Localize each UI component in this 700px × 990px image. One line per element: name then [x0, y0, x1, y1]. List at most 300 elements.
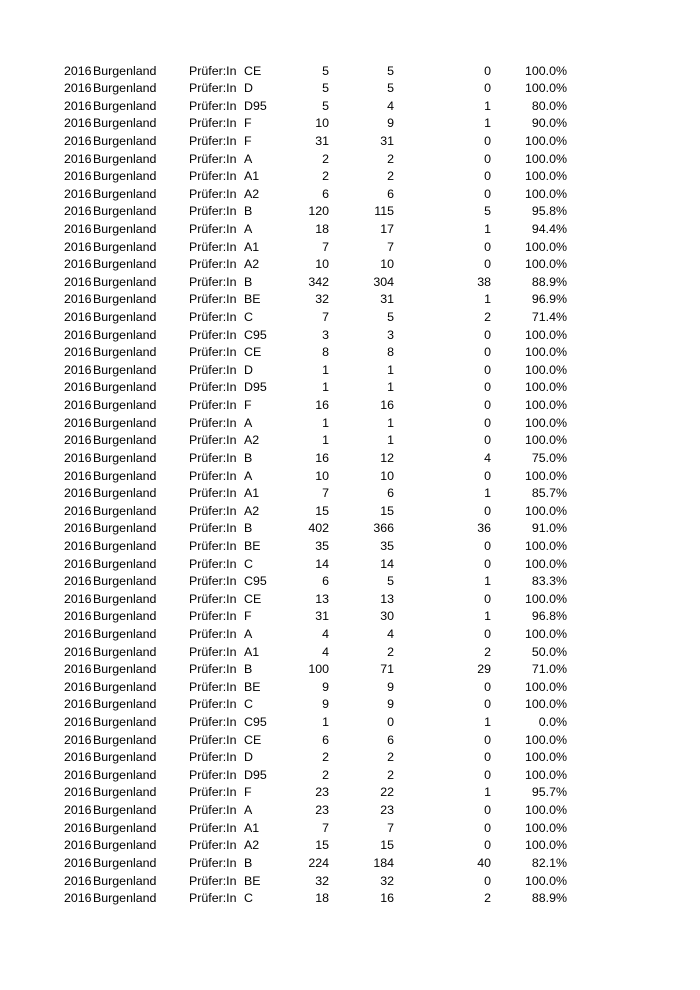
state-cell: Burgenland — [93, 310, 157, 325]
role-cell: Prüfer:In — [189, 433, 237, 448]
passed-count-cell: 7 — [387, 820, 394, 835]
failed-count-cell: 1 — [484, 486, 491, 501]
license-class-cell: A — [244, 221, 253, 236]
year-cell: 2016 — [64, 81, 92, 96]
total-count-cell: 224 — [308, 855, 329, 870]
role-cell: Prüfer:In — [189, 186, 237, 201]
table-row — [0, 749, 700, 767]
state-cell: Burgenland — [93, 204, 157, 219]
pass-rate-cell: 82.1% — [531, 855, 567, 870]
license-class-cell: A2 — [244, 257, 260, 272]
license-class-cell: B — [244, 855, 253, 870]
passed-count-cell: 10 — [380, 468, 394, 483]
state-cell: Burgenland — [93, 133, 157, 148]
total-count-cell: 7 — [322, 820, 329, 835]
total-count-cell: 2 — [322, 767, 329, 782]
total-count-cell: 120 — [308, 204, 329, 219]
failed-count-cell: 0 — [484, 133, 491, 148]
license-class-cell: A — [244, 627, 253, 641]
year-cell: 2016 — [64, 556, 92, 571]
total-count-cell: 1 — [322, 362, 329, 377]
total-count-cell: 6 — [322, 574, 329, 589]
passed-count-cell: 4 — [387, 627, 394, 641]
pass-rate-cell: 100.0% — [524, 732, 567, 747]
pass-rate-cell: 100.0% — [524, 186, 567, 201]
license-class-cell: A1 — [244, 169, 260, 184]
total-count-cell: 1 — [322, 380, 329, 395]
state-cell: Burgenland — [93, 63, 157, 78]
table-row — [0, 732, 700, 750]
pass-rate-cell: 90.0% — [531, 116, 567, 131]
table-row — [0, 837, 700, 855]
year-cell: 2016 — [64, 274, 92, 289]
failed-count-cell: 0 — [484, 732, 491, 747]
failed-count-cell: 1 — [484, 609, 491, 624]
failed-count-cell: 0 — [484, 257, 491, 272]
pass-rate-cell: 100.0% — [524, 169, 567, 184]
passed-count-cell: 7 — [387, 239, 394, 254]
role-cell: Prüfer:In — [189, 345, 237, 360]
passed-count-cell: 6 — [387, 186, 394, 201]
total-count-cell: 7 — [322, 310, 329, 325]
year-cell: 2016 — [64, 169, 92, 184]
year-cell: 2016 — [64, 450, 92, 465]
total-count-cell: 1 — [322, 415, 329, 430]
passed-count-cell: 12 — [380, 450, 394, 465]
passed-count-cell: 10 — [380, 257, 394, 272]
role-cell: Prüfer:In — [189, 98, 237, 113]
state-cell: Burgenland — [93, 891, 157, 906]
table-row — [0, 591, 700, 609]
role-cell: Prüfer:In — [189, 169, 237, 184]
license-class-cell: A — [244, 415, 253, 430]
total-count-cell: 2 — [322, 169, 329, 184]
year-cell: 2016 — [64, 327, 92, 342]
table-row — [0, 468, 700, 486]
pass-rate-cell: 100.0% — [524, 820, 567, 835]
table-row — [0, 415, 700, 433]
passed-count-cell: 14 — [380, 556, 394, 571]
pass-rate-cell: 71.0% — [531, 662, 567, 677]
passed-count-cell: 304 — [373, 274, 394, 289]
state-cell: Burgenland — [93, 450, 157, 465]
passed-count-cell: 9 — [387, 116, 394, 131]
state-cell: Burgenland — [93, 486, 157, 501]
total-count-cell: 32 — [315, 292, 329, 307]
total-count-cell: 13 — [315, 591, 329, 606]
total-count-cell: 23 — [315, 785, 329, 800]
passed-count-cell: 2 — [387, 767, 394, 782]
license-class-cell: F — [244, 398, 252, 413]
role-cell: Prüfer:In — [189, 609, 237, 624]
pass-rate-cell: 100.0% — [524, 133, 567, 148]
role-cell: Prüfer:In — [189, 327, 237, 342]
passed-count-cell: 366 — [373, 521, 394, 536]
state-cell: Burgenland — [93, 415, 157, 430]
failed-count-cell: 0 — [484, 186, 491, 201]
state-cell: Burgenland — [93, 169, 157, 184]
role-cell: Prüfer:In — [189, 450, 237, 465]
pass-rate-cell: 100.0% — [524, 81, 567, 96]
role-cell: Prüfer:In — [189, 820, 237, 835]
passed-count-cell: 3 — [387, 327, 394, 342]
total-count-cell: 5 — [322, 98, 329, 113]
state-cell: Burgenland — [93, 292, 157, 307]
license-class-cell: D — [244, 750, 253, 765]
pass-rate-cell: 100.0% — [524, 345, 567, 360]
role-cell: Prüfer:In — [189, 838, 237, 853]
year-cell: 2016 — [64, 98, 92, 113]
license-class-cell: BE — [244, 292, 261, 307]
year-cell: 2016 — [64, 257, 92, 272]
license-class-cell: F — [244, 785, 252, 800]
year-cell: 2016 — [64, 362, 92, 377]
state-cell: Burgenland — [93, 380, 157, 395]
table-row — [0, 186, 700, 204]
role-cell: Prüfer:In — [189, 415, 237, 430]
role-cell: Prüfer:In — [189, 274, 237, 289]
role-cell: Prüfer:In — [189, 116, 237, 131]
failed-count-cell: 5 — [484, 204, 491, 219]
pass-rate-cell: 100.0% — [524, 380, 567, 395]
table-row — [0, 520, 700, 538]
license-class-cell: BE — [244, 679, 261, 694]
state-cell: Burgenland — [93, 116, 157, 131]
failed-count-cell: 0 — [484, 239, 491, 254]
table-row — [0, 696, 700, 714]
total-count-cell: 1 — [322, 715, 329, 730]
role-cell: Prüfer:In — [189, 732, 237, 747]
role-cell: Prüfer:In — [189, 644, 237, 659]
table-row — [0, 327, 700, 345]
state-cell: Burgenland — [93, 574, 157, 589]
total-count-cell: 15 — [315, 838, 329, 853]
license-class-cell: A2 — [244, 838, 260, 853]
pass-rate-cell: 100.0% — [524, 362, 567, 377]
role-cell: Prüfer:In — [189, 679, 237, 694]
passed-count-cell: 23 — [380, 803, 394, 818]
license-class-cell: A — [244, 468, 253, 483]
role-cell: Prüfer:In — [189, 591, 237, 606]
license-class-cell: F — [244, 609, 252, 624]
table-row — [0, 503, 700, 521]
failed-count-cell: 1 — [484, 221, 491, 236]
table-row — [0, 291, 700, 309]
license-class-cell: A2 — [244, 433, 260, 448]
license-class-cell: D — [244, 362, 253, 377]
year-cell: 2016 — [64, 697, 92, 712]
year-cell: 2016 — [64, 133, 92, 148]
pass-rate-cell: 100.0% — [524, 257, 567, 272]
role-cell: Prüfer:In — [189, 133, 237, 148]
passed-count-cell: 2 — [387, 151, 394, 166]
pass-rate-cell: 100.0% — [524, 63, 567, 78]
role-cell: Prüfer:In — [189, 221, 237, 236]
passed-count-cell: 1 — [387, 380, 394, 395]
failed-count-cell: 0 — [484, 503, 491, 518]
table-row — [0, 151, 700, 169]
state-cell: Burgenland — [93, 398, 157, 413]
total-count-cell: 16 — [315, 398, 329, 413]
table-row — [0, 203, 700, 221]
license-class-cell: A1 — [244, 820, 260, 835]
table-row — [0, 309, 700, 327]
state-cell: Burgenland — [93, 221, 157, 236]
total-count-cell: 35 — [315, 538, 329, 553]
role-cell: Prüfer:In — [189, 697, 237, 712]
pass-rate-cell: 0.0% — [538, 715, 567, 730]
failed-count-cell: 0 — [484, 81, 491, 96]
total-count-cell: 4 — [322, 644, 329, 659]
role-cell: Prüfer:In — [189, 556, 237, 571]
table-row — [0, 274, 700, 292]
state-cell: Burgenland — [93, 855, 157, 870]
pass-rate-cell: 100.0% — [524, 151, 567, 166]
total-count-cell: 18 — [315, 891, 329, 906]
state-cell: Burgenland — [93, 538, 157, 553]
role-cell: Prüfer:In — [189, 398, 237, 413]
state-cell: Burgenland — [93, 732, 157, 747]
passed-count-cell: 6 — [387, 732, 394, 747]
state-cell: Burgenland — [93, 697, 157, 712]
role-cell: Prüfer:In — [189, 803, 237, 818]
total-count-cell: 100 — [308, 662, 329, 677]
license-class-cell: C95 — [244, 715, 267, 730]
total-count-cell: 6 — [322, 186, 329, 201]
year-cell: 2016 — [64, 855, 92, 870]
state-cell: Burgenland — [93, 257, 157, 272]
table-row — [0, 538, 700, 556]
pass-rate-cell: 100.0% — [524, 433, 567, 448]
failed-count-cell: 40 — [477, 855, 491, 870]
year-cell: 2016 — [64, 292, 92, 307]
license-class-cell: A — [244, 151, 253, 166]
state-cell: Burgenland — [93, 151, 157, 166]
state-cell: Burgenland — [93, 767, 157, 782]
passed-count-cell: 15 — [380, 838, 394, 853]
state-cell: Burgenland — [93, 468, 157, 483]
license-class-cell: A2 — [244, 503, 260, 518]
year-cell: 2016 — [64, 609, 92, 624]
state-cell: Burgenland — [93, 98, 157, 113]
license-class-cell: CE — [244, 732, 262, 747]
failed-count-cell: 0 — [484, 820, 491, 835]
passed-count-cell: 184 — [373, 855, 394, 870]
pass-rate-cell: 96.9% — [531, 292, 567, 307]
table-row — [0, 63, 700, 81]
passed-count-cell: 5 — [387, 63, 394, 78]
passed-count-cell: 5 — [387, 574, 394, 589]
table-row — [0, 608, 700, 626]
total-count-cell: 6 — [322, 732, 329, 747]
license-class-cell: C95 — [244, 574, 267, 589]
license-class-cell: B — [244, 521, 253, 536]
passed-count-cell: 1 — [387, 362, 394, 377]
total-count-cell: 1 — [322, 433, 329, 448]
passed-count-cell: 16 — [380, 398, 394, 413]
year-cell: 2016 — [64, 204, 92, 219]
role-cell: Prüfer:In — [189, 785, 237, 800]
role-cell: Prüfer:In — [189, 855, 237, 870]
passed-count-cell: 71 — [380, 662, 394, 677]
state-cell: Burgenland — [93, 186, 157, 201]
role-cell: Prüfer:In — [189, 662, 237, 677]
role-cell: Prüfer:In — [189, 627, 237, 641]
state-cell: Burgenland — [93, 715, 157, 730]
role-cell: Prüfer:In — [189, 63, 237, 78]
year-cell: 2016 — [64, 503, 92, 518]
role-cell: Prüfer:In — [189, 715, 237, 730]
state-cell: Burgenland — [93, 662, 157, 677]
pass-rate-cell: 100.0% — [524, 679, 567, 694]
table-row — [0, 239, 700, 257]
total-count-cell: 5 — [322, 63, 329, 78]
state-cell: Burgenland — [93, 591, 157, 606]
year-cell: 2016 — [64, 186, 92, 201]
table-row — [0, 450, 700, 468]
table-row — [0, 432, 700, 450]
passed-count-cell: 4 — [387, 98, 394, 113]
license-class-cell: F — [244, 133, 252, 148]
total-count-cell: 9 — [322, 697, 329, 712]
year-cell: 2016 — [64, 221, 92, 236]
pass-rate-cell: 88.9% — [531, 891, 567, 906]
table-row — [0, 644, 700, 662]
license-class-cell: D95 — [244, 767, 267, 782]
total-count-cell: 4 — [322, 627, 329, 641]
failed-count-cell: 1 — [484, 715, 491, 730]
failed-count-cell: 1 — [484, 574, 491, 589]
role-cell: Prüfer:In — [189, 521, 237, 536]
total-count-cell: 14 — [315, 556, 329, 571]
pass-rate-cell: 100.0% — [524, 398, 567, 413]
table-row — [0, 784, 700, 802]
table-row — [0, 133, 700, 151]
table-row — [0, 168, 700, 186]
passed-count-cell: 31 — [380, 133, 394, 148]
pass-rate-cell: 96.8% — [531, 609, 567, 624]
table-row — [0, 80, 700, 98]
role-cell: Prüfer:In — [189, 750, 237, 765]
failed-count-cell: 0 — [484, 767, 491, 782]
total-count-cell: 23 — [315, 803, 329, 818]
license-class-cell: B — [244, 450, 253, 465]
pass-rate-cell: 100.0% — [524, 327, 567, 342]
table-row — [0, 873, 700, 891]
year-cell: 2016 — [64, 873, 92, 888]
failed-count-cell: 1 — [484, 785, 491, 800]
passed-count-cell: 9 — [387, 697, 394, 712]
state-cell: Burgenland — [93, 556, 157, 571]
license-class-cell: A1 — [244, 644, 260, 659]
role-cell: Prüfer:In — [189, 151, 237, 166]
state-cell: Burgenland — [93, 345, 157, 360]
failed-count-cell: 0 — [484, 380, 491, 395]
year-cell: 2016 — [64, 521, 92, 536]
total-count-cell: 32 — [315, 873, 329, 888]
role-cell: Prüfer:In — [189, 257, 237, 272]
total-count-cell: 10 — [315, 257, 329, 272]
total-count-cell: 342 — [308, 274, 329, 289]
year-cell: 2016 — [64, 679, 92, 694]
year-cell: 2016 — [64, 151, 92, 166]
pass-rate-cell: 85.7% — [531, 486, 567, 501]
failed-count-cell: 0 — [484, 750, 491, 765]
year-cell: 2016 — [64, 715, 92, 730]
state-cell: Burgenland — [93, 873, 157, 888]
total-count-cell: 31 — [315, 133, 329, 148]
table-row — [0, 626, 700, 644]
failed-count-cell: 2 — [484, 310, 491, 325]
pass-rate-cell: 88.9% — [531, 274, 567, 289]
state-cell: Burgenland — [93, 327, 157, 342]
failed-count-cell: 0 — [484, 151, 491, 166]
passed-count-cell: 31 — [380, 292, 394, 307]
failed-count-cell: 1 — [484, 98, 491, 113]
failed-count-cell: 0 — [484, 627, 491, 641]
year-cell: 2016 — [64, 750, 92, 765]
failed-count-cell: 0 — [484, 362, 491, 377]
role-cell: Prüfer:In — [189, 538, 237, 553]
passed-count-cell: 17 — [380, 221, 394, 236]
state-cell: Burgenland — [93, 838, 157, 853]
year-cell: 2016 — [64, 627, 92, 641]
pass-rate-cell: 75.0% — [531, 450, 567, 465]
license-class-cell: CE — [244, 63, 262, 78]
failed-count-cell: 4 — [484, 450, 491, 465]
year-cell: 2016 — [64, 574, 92, 589]
failed-count-cell: 0 — [484, 556, 491, 571]
year-cell: 2016 — [64, 433, 92, 448]
failed-count-cell: 0 — [484, 468, 491, 483]
license-class-cell: C — [244, 310, 253, 325]
table-row — [0, 397, 700, 415]
failed-count-cell: 0 — [484, 169, 491, 184]
year-cell: 2016 — [64, 239, 92, 254]
table-row — [0, 115, 700, 133]
table-row — [0, 256, 700, 274]
total-count-cell: 8 — [322, 345, 329, 360]
table-row — [0, 573, 700, 591]
passed-count-cell: 6 — [387, 486, 394, 501]
pass-rate-cell: 71.4% — [531, 310, 567, 325]
license-class-cell: C — [244, 556, 253, 571]
passed-count-cell: 13 — [380, 591, 394, 606]
passed-count-cell: 30 — [380, 609, 394, 624]
total-count-cell: 10 — [315, 468, 329, 483]
pass-rate-cell: 100.0% — [524, 591, 567, 606]
year-cell: 2016 — [64, 820, 92, 835]
table-row — [0, 221, 700, 239]
table-row — [0, 802, 700, 820]
year-cell: 2016 — [64, 63, 92, 78]
table-row — [0, 855, 700, 873]
total-count-cell: 18 — [315, 221, 329, 236]
failed-count-cell: 1 — [484, 292, 491, 307]
state-cell: Burgenland — [93, 239, 157, 254]
role-cell: Prüfer:In — [189, 767, 237, 782]
role-cell: Prüfer:In — [189, 574, 237, 589]
pass-rate-cell: 100.0% — [524, 627, 567, 641]
pass-rate-cell: 100.0% — [524, 239, 567, 254]
total-count-cell: 10 — [315, 116, 329, 131]
table-row — [0, 767, 700, 785]
failed-count-cell: 0 — [484, 803, 491, 818]
role-cell: Prüfer:In — [189, 310, 237, 325]
failed-count-cell: 36 — [477, 521, 491, 536]
failed-count-cell: 0 — [484, 398, 491, 413]
role-cell: Prüfer:In — [189, 486, 237, 501]
